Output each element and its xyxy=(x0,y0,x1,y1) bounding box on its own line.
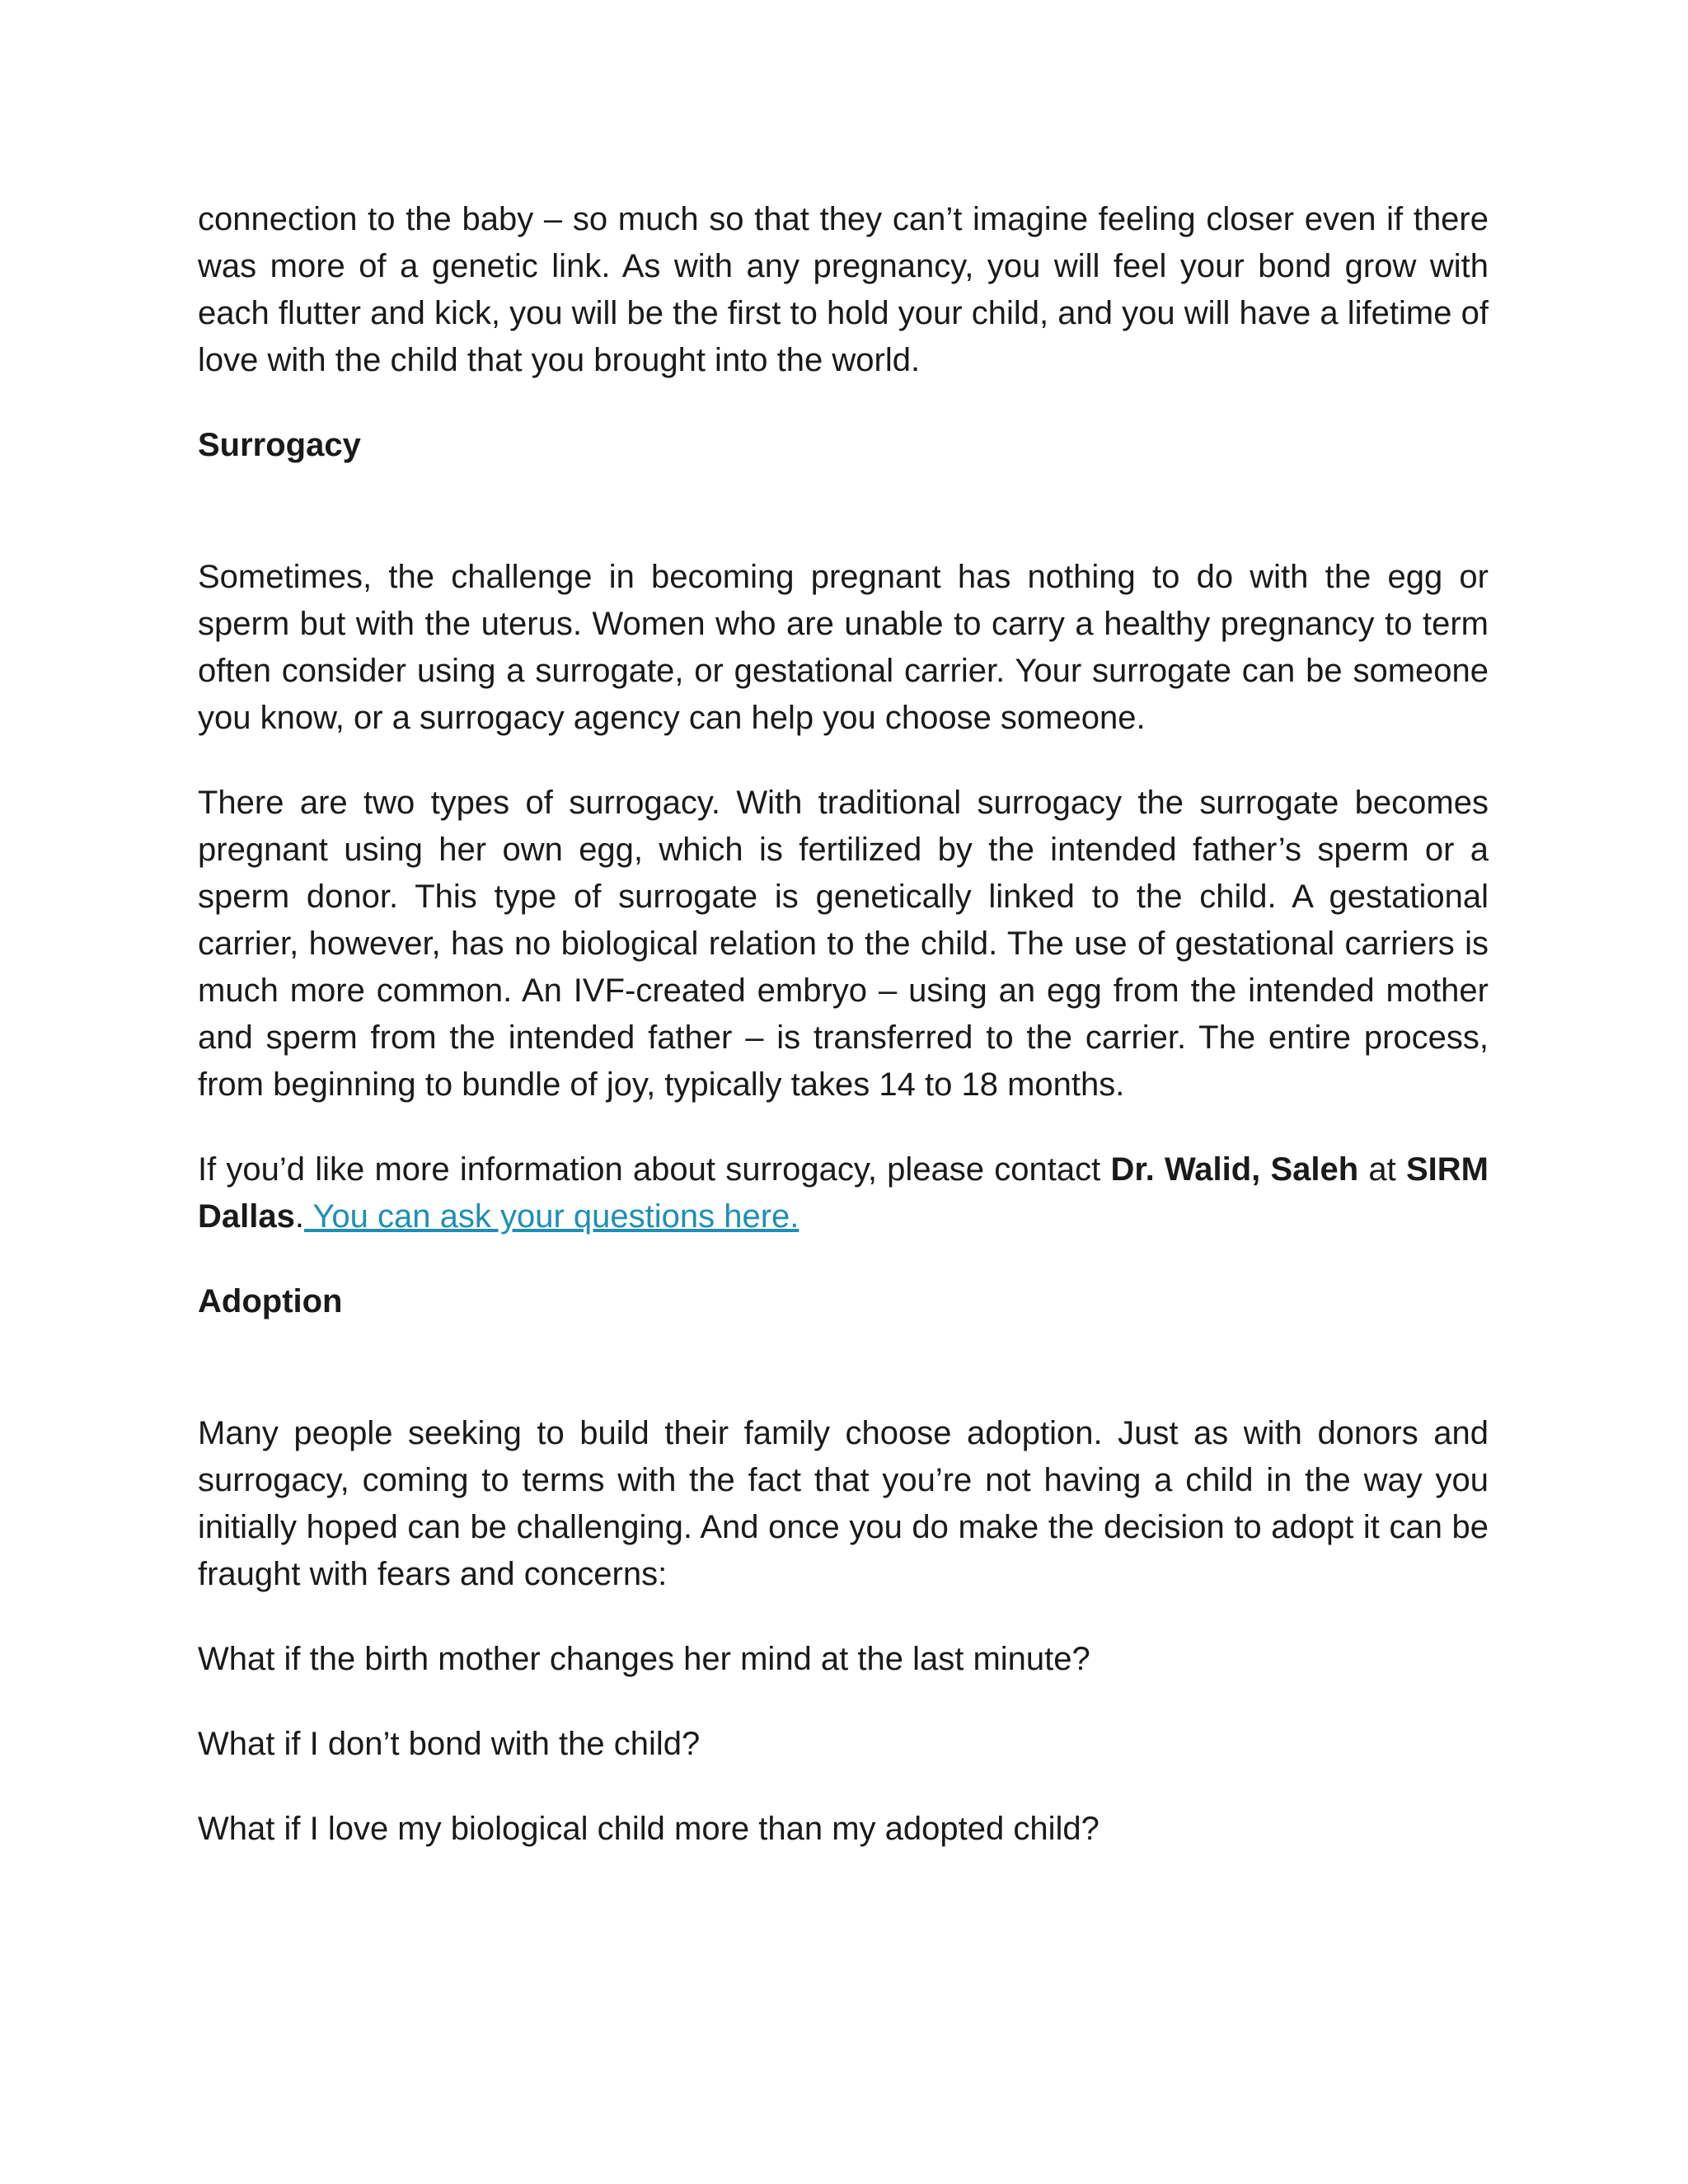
ask-questions-link[interactable]: You can ask your questions here. xyxy=(303,1198,799,1235)
adoption-question: What if I love my biological child more than my adopted child? xyxy=(198,1811,1100,1847)
surrogacy-paragraph-1: Sometimes, the challenge in becoming pregnant has nothing to do with the egg or sperm but with the uterus. Women who are unable to carry a healthy pregnancy to term often consider using a surrogate, or gestational carrier. Your surrogate can be someone you know, or a surrogacy agency can help you choose someone. xyxy=(198,559,1489,736)
intro-paragraph: connection to the baby – so much so that they can’t imagine feeling closer even if there was more of a genetic link. As with any pregnancy, you will feel your bond grow with each flutter and kick, you will be the first to hold your child, and you will have a lifetime of love with the child that you brought into the world. xyxy=(198,201,1489,378)
clinic-name: SIRM Dallas xyxy=(198,1151,1489,1235)
contact-at-text: at xyxy=(1358,1151,1406,1188)
contact-lead-text: If you’d like more information about surrogacy, please contact xyxy=(198,1151,1111,1188)
document-page xyxy=(198,196,1489,1891)
adoption-question: What if the birth mother changes her mind at the last minute? xyxy=(198,1641,1090,1677)
heading-adoption: Adoption xyxy=(198,1283,343,1319)
adoption-question: What if I don’t bond with the child? xyxy=(198,1726,701,1762)
adoption-paragraph-1: Many people seeking to build their family choose adoption. Just as with donors and surrogacy, coming to terms with the fact that you’re not having a child in the way you initially hoped can be challenging. And once you do make the decision to adopt it can be fraught with fears and concerns: xyxy=(198,1415,1489,1592)
contact-paragraph xyxy=(198,1146,1489,1240)
heading-surrogacy: Surrogacy xyxy=(198,427,361,463)
heading-spacer xyxy=(198,1325,1489,1410)
heading-spacer xyxy=(198,469,1489,554)
contact-period: . xyxy=(294,1198,304,1235)
surrogacy-paragraph-2: There are two types of surrogacy. With traditional surrogacy the surrogate becomes pregnant using her own egg, which is fertilized by the intended father’s sperm or a sperm donor. This type of surrogate is genetically linked to the child. A gestational carrier, however, has no biological relation to the child. The use of gestational carriers is much more common. An IVF-created embryo – using an egg from the intended mother and sperm from the intended father – is transferred to the carrier. The entire process, from beginning to bundle of joy, typically takes 14 to 18 months. xyxy=(198,785,1489,1103)
doctor-name: Dr. Walid, Saleh xyxy=(1110,1151,1359,1188)
